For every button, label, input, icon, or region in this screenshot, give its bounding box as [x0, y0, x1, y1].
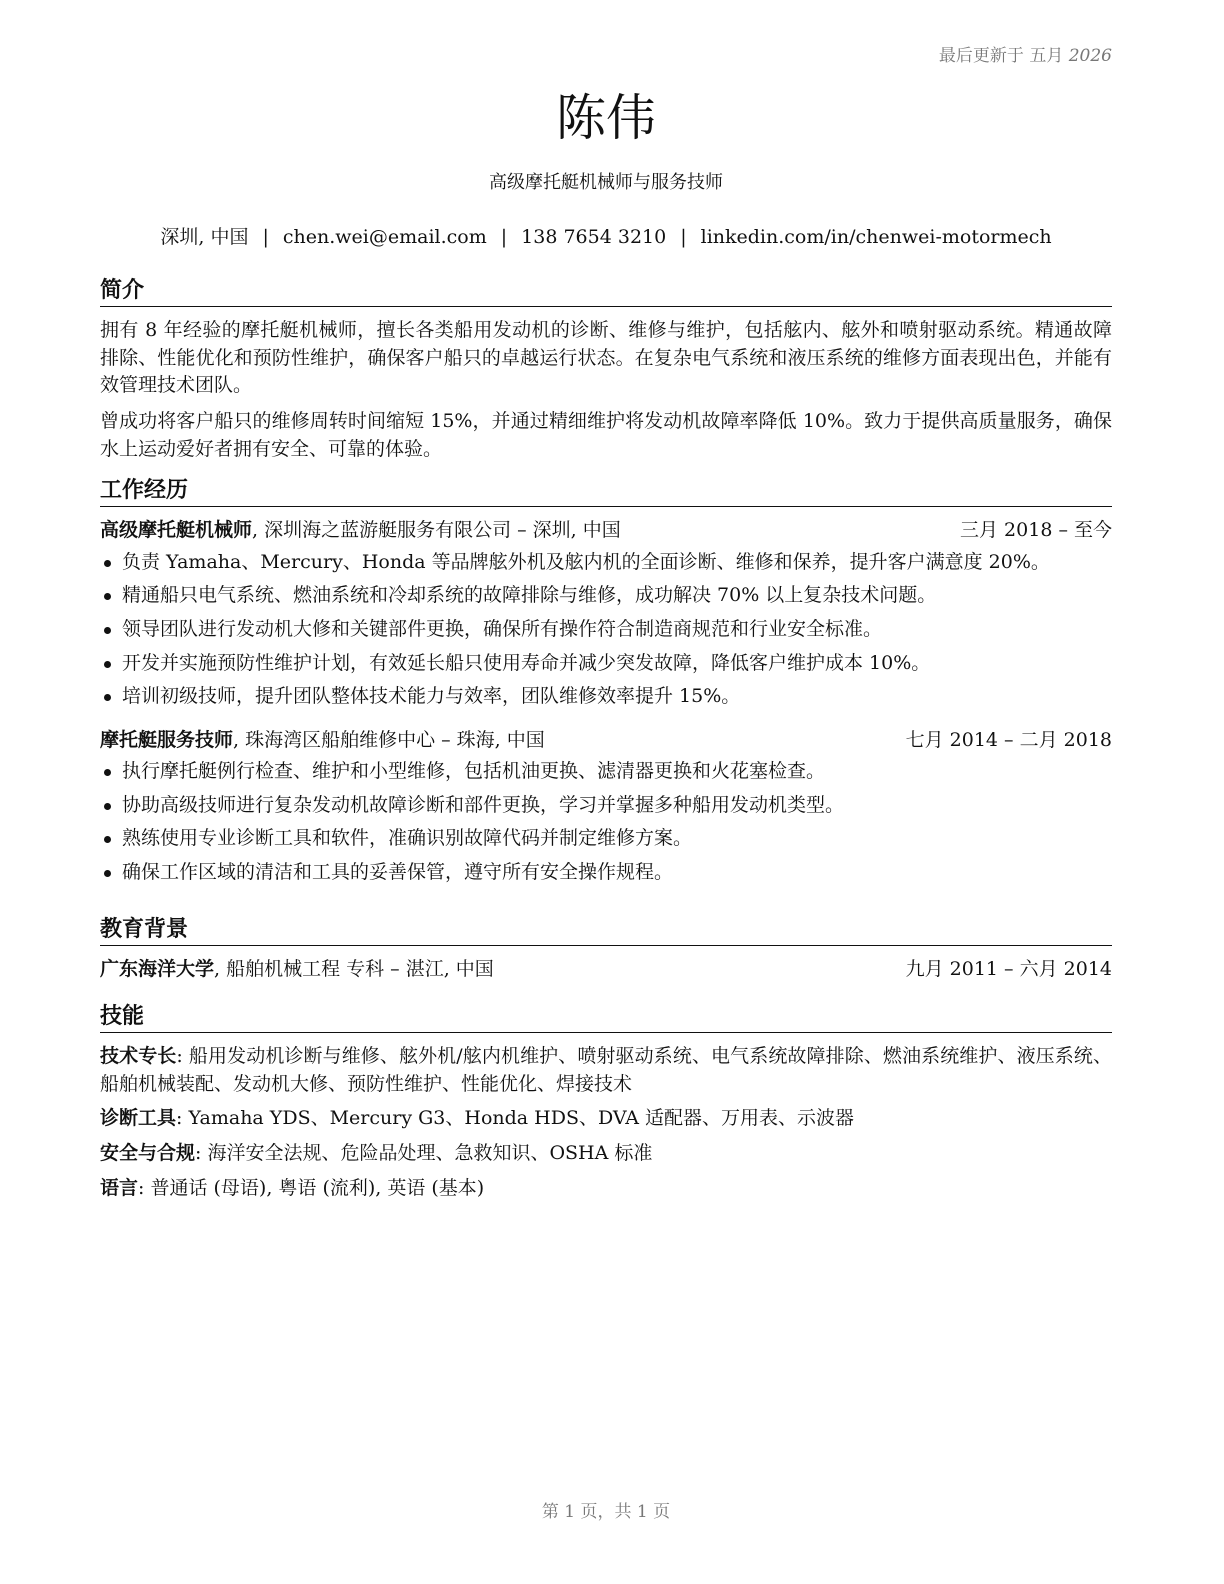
candidate-headline: 高级摩托艇机械师与服务技师: [489, 172, 723, 193]
last-updated-year: 2026: [1068, 46, 1112, 66]
skill-line-languages: [100, 1175, 1112, 1203]
contact-email-link[interactable]: chen.wei@email.com: [282, 226, 487, 248]
skill-text: : 海洋安全法规、危险品处理、急救知识、OSHA 标准: [195, 1142, 653, 1165]
list-item: 确保工作区域的清洁和工具的妥善保管，遵守所有安全操作规程。: [100, 859, 1112, 887]
skill-text: : 船用发动机诊断与维修、舷外机/舷内机维护、喷射驱动系统、电气系统故障排除、燃油系统维护、液压系统、船舶机械装配、发动机大修、预防性维护、性能优化、焊接技术: [100, 1045, 1112, 1095]
last-updated: [939, 44, 1112, 69]
list-item: 开发并实施预防性维护计划，有效延长船只使用寿命并减少突发故障，降低客户维护成本 10%。: [100, 650, 1112, 678]
contact-phone: 138 7654 3210: [521, 226, 667, 248]
list-item: 领导团队进行发动机大修和关键部件更换，确保所有操作符合制造商规范和行业安全标准。: [100, 616, 1112, 644]
contact-location: 深圳, 中国: [160, 226, 249, 248]
skill-line-tools: [100, 1105, 1112, 1133]
job-entry-1: [100, 517, 1112, 710]
summary-paragraph-2: 曾成功将客户船只的维修周转时间缩短 15%，并通过精细维护将发动机故障率降低 10%。致力于提供高质量服务，确保水上运动爱好者拥有安全、可靠的体验。: [100, 410, 1112, 460]
education-dates: 九月 2011 – 六月 2014: [905, 958, 1112, 981]
skill-line-safety: [100, 1140, 1112, 1168]
job-role-org-1: [100, 517, 621, 545]
list-item: 执行摩托艇例行检查、维护和小型维修，包括机油更换、滤清器更换和火花塞检查。: [100, 758, 1112, 786]
page-number-footer: 第 1 页，共 1 页: [541, 1502, 671, 1522]
summary-title: 简介: [100, 278, 1112, 307]
candidate-name: 陈伟: [556, 89, 656, 147]
contact-separator: |: [262, 226, 269, 248]
skill-label: 安全与合规: [100, 1142, 196, 1165]
contact-separator: |: [680, 226, 687, 248]
skill-label: 技术专长: [100, 1045, 177, 1068]
skills-section: [100, 1004, 1112, 1209]
job-role-2: 摩托艇服务技师: [100, 728, 234, 751]
list-item: 精通船只电气系统、燃油系统和冷却系统的故障排除与维修，成功解决 70% 以上复杂技术问题。: [100, 582, 1112, 610]
education-school-detail: [100, 956, 494, 984]
skill-text: : 普通话 (母语), 粤语 (流利), 英语 (基本): [138, 1176, 485, 1199]
job-bullets-2: [100, 758, 1112, 886]
summary-section: [100, 278, 1112, 471]
list-item: 负责 Yamaha、Mercury、Honda 等品牌舷外机及舷内机的全面诊断、维修和保养，提升客户满意度 20%。: [100, 549, 1112, 577]
contact-separator: |: [500, 226, 508, 248]
contact-line: [100, 224, 1112, 252]
job-org-1: , 深圳海之蓝游艇服务有限公司 – 深圳, 中国: [252, 519, 621, 542]
last-updated-prefix: 最后更新于 五月: [938, 46, 1064, 66]
skill-label: 诊断工具: [100, 1107, 177, 1130]
skill-label: 语言: [100, 1176, 139, 1199]
experience-section: [100, 478, 1112, 892]
list-item: 熟练使用专业诊断工具和软件，准确识别故障代码并制定维修方案。: [100, 825, 1112, 853]
job-org-2: , 珠海湾区船舶维修中心 – 珠海, 中国: [233, 728, 545, 751]
job-bullets-1: [100, 549, 1112, 711]
job-dates-1: 三月 2018 – 至今: [960, 519, 1112, 542]
list-item: 协助高级技师进行复杂发动机故障诊断和部件更换，学习并掌握多种船用发动机类型。: [100, 792, 1112, 820]
education-section: [100, 917, 1112, 984]
skills-title: 技能: [100, 1004, 1112, 1033]
resume-page: [100, 0, 1112, 1584]
education-entry: [100, 956, 1112, 984]
list-item: 培训初级技师，提升团队整体技术能力与效率，团队维修效率提升 15%。: [100, 683, 1112, 711]
education-school: 广东海洋大学: [100, 958, 215, 981]
job-dates-2: 七月 2014 – 二月 2018: [905, 728, 1112, 751]
experience-title: 工作经历: [100, 478, 1112, 507]
job-role-org-2: [100, 727, 545, 755]
summary-paragraph-1: 拥有 8 年经验的摩托艇机械师，擅长各类船用发动机的诊断、维修与维护，包括舷内、舷外和喷射驱动系统。精通故障排除、性能优化和预防性维护，确保客户船只的卓越运行状态。在复杂电气系统和液压系统的维修方面表现出色，并能有效管理技术团队。: [100, 319, 1112, 397]
skill-text: : Yamaha YDS、Mercury G3、Honda HDS、DVA 适配器、万用表、示波器: [176, 1107, 855, 1130]
job-entry-2: [100, 727, 1112, 887]
job-role-1: 高级摩托艇机械师: [100, 519, 253, 542]
education-title: 教育背景: [100, 917, 1112, 946]
contact-linkedin-link[interactable]: linkedin.com/in/chenwei-motormech: [700, 226, 1052, 248]
job-header-2: [100, 727, 1112, 755]
skill-line-technical: [100, 1043, 1112, 1098]
education-detail: , 船舶机械工程 专科 – 湛江, 中国: [214, 958, 494, 981]
job-header-1: [100, 517, 1112, 545]
